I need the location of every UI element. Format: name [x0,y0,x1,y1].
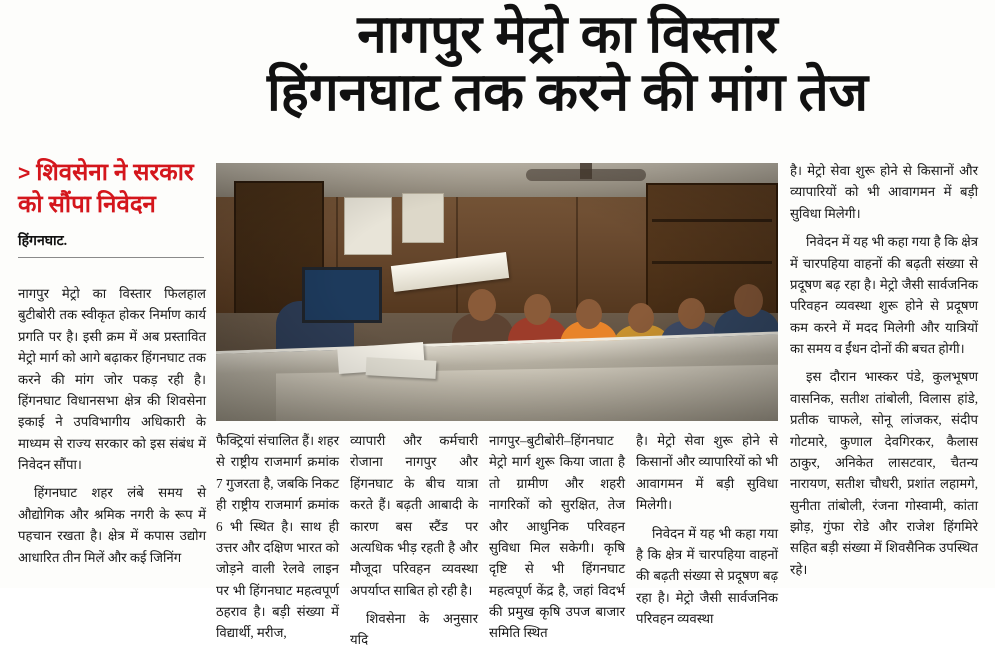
paragraph: इस दौरान भास्कर पंडे, कुलभूषण वासनिक, सतीश तांबोली, विलास हांडे, प्रतीक चाफले, सोनू लांजकर, संदीप गोटमारे, कुणाल देवगिरकर, कैलास ठाकुर, अनिकेत लासटवार, चैतन्य नारायण, सतीश चौधरी, प्रशांत लहामगे, सुनीता तांबोली, रंजना गोस्वामी, कांता झोड़, गुंफा रोडे और राजेश हिंगमिरे सहित बड़ी संख्या में शिवसैनिक उपस्थित रहे। [790,369,978,577]
kicker-label: शिवसेना ने सरकार को सौंपा निवेदन [18,160,194,218]
photo-vignette [216,163,778,421]
paragraph: फैक्ट्रियां संचालित हैं। शहर से राष्ट्रीय राजमार्ग क्रमांक 7 गुजरता है, जबकि निकट ही राष्ट्रीय राजमार्ग क्रमांक 6 भी स्थित है। साथ ही उत्तर और दक्षिण भारत को जोड़ने वाली रेलवे लाइन पर भी हिंगनघाट महत्वपूर्ण ठहराव है। बड़ी संख्या में विद्यार्थी, मरीज, [216,433,339,641]
article-column-3 [489,430,625,651]
bullet-arrow-icon: > [18,162,31,185]
paragraph: है। मेट्रो सेवा शुरू होने से किसानों और व्यापारियों को भी आवागमन में बड़ी सुविधा मिलेगी। [636,433,778,513]
paragraph: व्यापारी और कर्मचारी रोजाना नागपुर और हिंगनघाट के बीच यात्रा करते हैं। बढ़ती आबादी के कारण बस स्टैंड पर अत्यधिक भीड़ रहती है और मौजूदा परिवहन व्यवस्था अपर्याप्त साबित हो रही है। [350,433,478,598]
article-photo [216,163,778,421]
article-column-4 [636,430,778,636]
article-column-left [18,283,206,575]
kicker-block [18,158,206,258]
headline-line-1: नागपुर मेट्रो का विस्तार [357,6,778,64]
paragraph: नागपुर–बुटीबोरी–हिंगनघाट मेट्रो मार्ग शुरू किया जाता है तो ग्रामीण और शहरी नागरिकों को सुरक्षित, तेज और आधुनिक परिवहन सुविधा मिल सकेगी। कृषि दृष्टि से भी हिंगनघाट महत्वपूर्ण केंद्र है, जहां विदर्भ की प्रमुख कृषि उपज बाजार समिति स्थित [489,433,625,641]
paragraph: निवेदन में यह भी कहा गया है कि क्षेत्र में चारपहिया वाहनों की बढ़ती संख्या से प्रदूषण बढ़ रहा है। मेट्रो जैसी सार्वजनिक परिवहन व्यवस्था शुरू होने से प्रदूषण कम करने में मदद मिलेगी और यात्रियों का समय व ईंधन दोनों की बचत होगी। [790,234,978,356]
paragraph: नागपुर मेट्रो का विस्तार फिलहाल बुटीबोरी तक स्वीकृत होकर निर्माण कार्य प्रगति पर है। इसी क्रम में अब प्रस्तावित मेट्रो मार्ग को आगे बढ़ाकर हिंगनघाट तक करने की मांग जोर पकड़ रही है। हिंगनघाट विधानसभा क्षेत्र की शिवसेना इकाई ने उपविभागीय अधिकारी के माध्यम से राज्य सरकार को इस संबंध में निवेदन सौंपा। [18,286,206,472]
page-headline [150,6,985,123]
article-column-right [790,160,978,587]
paragraph: है। मेट्रो सेवा शुरू होने से किसानों और व्यापारियों को भी आवागमन में बड़ी सुविधा मिलेगी। [790,163,978,221]
headline-line-2: हिंगनघाट तक करने की मांग तेज [266,64,869,123]
paragraph: शिवसेना के अनुसार यदि [350,611,478,648]
article-column-1 [216,430,339,651]
divider-rule [18,257,204,258]
article-column-2 [350,430,478,658]
dateline: हिंगनघाट. [18,234,68,250]
photo-scene [216,163,778,421]
paragraph: निवेदन में यह भी कहा गया है कि क्षेत्र में चारपहिया वाहनों की बढ़ती संख्या से प्रदूषण बढ़ रहा है। मेट्रो जैसी सार्वजनिक परिवहन व्यवस्था [636,525,778,626]
paragraph: हिंगनघाट शहर लंबे समय से औद्योगिक और श्रमिक नगरी के रूप में पहचान रखता है। क्षेत्र में कपास उद्योग आधारित तीन मिलें और कई जिनिंग [18,485,206,565]
kicker-text [18,158,206,221]
